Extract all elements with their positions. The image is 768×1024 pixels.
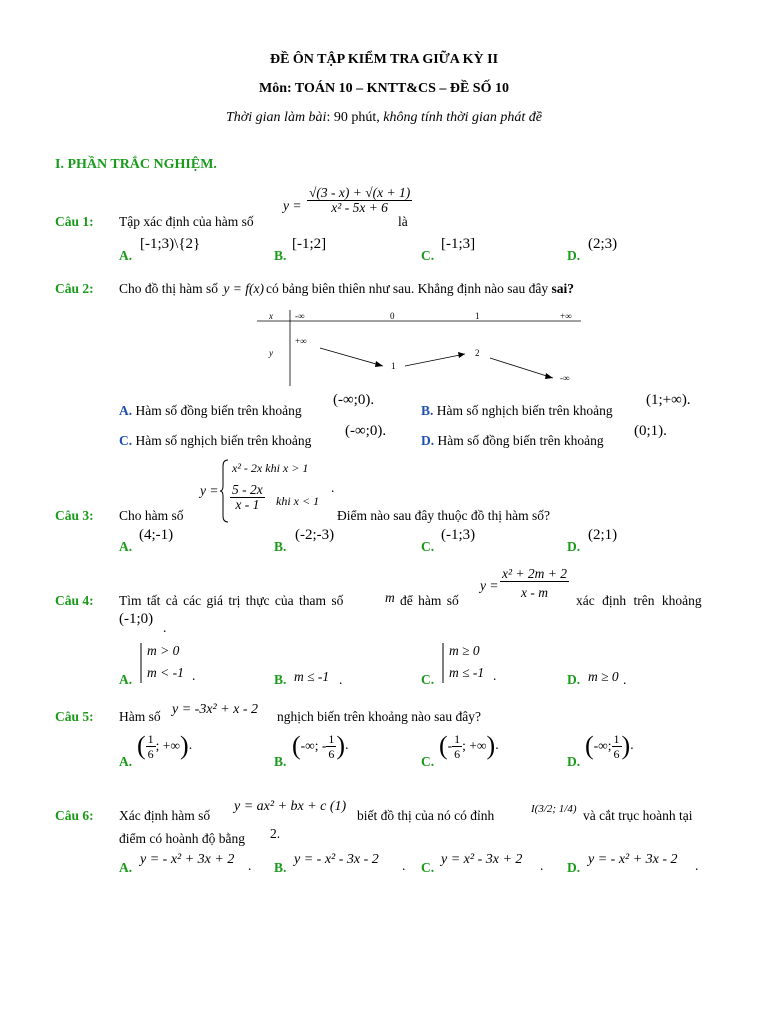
q4-option-b-label[interactable]: B. bbox=[274, 672, 287, 687]
q2-func: y = f(x) bbox=[223, 281, 264, 296]
q1-option-a[interactable]: [-1;3)\{2} bbox=[140, 236, 201, 252]
q4-func-denominator: x - m bbox=[521, 585, 548, 600]
q5-text-b: nghịch biến trên khoảng nào sau đây? bbox=[277, 709, 481, 724]
q1-option-d-label[interactable]: D. bbox=[567, 248, 581, 263]
q1-option-c[interactable]: [-1;3] bbox=[441, 236, 476, 252]
q2-option-b-text: Hàm số nghịch biến trên khoảng bbox=[436, 403, 613, 418]
q4-interval-dot: . bbox=[163, 620, 167, 635]
exam-subject: Môn: TOÁN 10 – KNTT&CS – ĐỀ SỐ 10 bbox=[259, 81, 509, 96]
q5-c-num: 1 bbox=[454, 731, 461, 746]
q3-dot: . bbox=[331, 480, 335, 495]
q6-option-a-label[interactable]: A. bbox=[119, 860, 133, 875]
arrow-down-2 bbox=[490, 358, 553, 378]
q4-option-c-label[interactable]: C. bbox=[421, 672, 435, 687]
table-x-neg-inf: -∞ bbox=[295, 311, 305, 321]
q6-option-d[interactable]: y = - x² + 3x - 2 bbox=[588, 852, 678, 867]
table-y-pos-inf: +∞ bbox=[295, 336, 307, 346]
q3-tail: Điểm nào sau đây thuộc đồ thị hàm số? bbox=[337, 508, 550, 523]
table-y-2: 2 bbox=[475, 348, 480, 358]
q4-option-a-bracket bbox=[139, 641, 145, 685]
q5-func: y = -3x² + x - 2 bbox=[172, 702, 259, 717]
q6-number: Câu 6: bbox=[55, 808, 94, 823]
table-y-1: 1 bbox=[391, 361, 396, 371]
q2-option-c[interactable] bbox=[119, 433, 311, 449]
q6-vertex: I(3/2; 1/4) bbox=[531, 803, 577, 815]
q6-option-b-dot: . bbox=[402, 858, 406, 873]
table-x-label: x bbox=[269, 311, 273, 321]
q2-option-d-text: Hàm số đồng biến trên khoảng bbox=[437, 433, 604, 448]
q3-case2-fraction bbox=[230, 483, 265, 512]
q4-func-numerator: x² + 2m + 2 bbox=[502, 566, 568, 581]
q4-option-c-line2[interactable]: m ≤ -1 bbox=[449, 665, 485, 680]
q4-option-d-label[interactable]: D. bbox=[567, 672, 581, 687]
table-y-neg-inf: -∞ bbox=[560, 373, 570, 383]
q4-lhs: y = bbox=[480, 578, 499, 593]
q5-c-den: 6 bbox=[454, 746, 461, 761]
q4-option-a-line2[interactable]: m < -1 bbox=[147, 665, 184, 680]
q4-option-c-bracket bbox=[441, 641, 447, 685]
q2-option-d-label[interactable]: D. bbox=[421, 433, 435, 448]
q6-text-d: điểm có hoành độ bằng bbox=[119, 831, 245, 846]
time-note: không tính thời gian phát đề bbox=[383, 110, 542, 125]
q4-option-c-line1[interactable]: m ≥ 0 bbox=[449, 643, 480, 658]
q3-option-a[interactable]: (4;-1) bbox=[139, 527, 174, 543]
q1-number: Câu 1: bbox=[55, 214, 94, 229]
q5-d-num: 1 bbox=[613, 731, 620, 746]
q4-text-c: xác định trên khoảng bbox=[576, 593, 702, 608]
q6-option-c[interactable]: y = x² - 3x + 2 bbox=[441, 852, 523, 867]
q3-option-d[interactable]: (2;1) bbox=[588, 527, 618, 543]
q1-tail: là bbox=[398, 214, 408, 229]
q4-interval: (-1;0) bbox=[119, 611, 154, 627]
q4-param: m bbox=[385, 590, 395, 605]
q2-text-b: có bảng biên thiên như sau. Khẳng định nào sau đây bbox=[265, 281, 549, 296]
q1-option-b-label[interactable]: B. bbox=[274, 248, 287, 263]
q3-option-b-label[interactable]: B. bbox=[274, 539, 287, 554]
q6-text-d-val: 2. bbox=[270, 826, 281, 841]
table-x-1: 1 bbox=[475, 311, 480, 321]
q2-option-b-label[interactable]: B. bbox=[421, 403, 434, 418]
q5-b-num: 1 bbox=[328, 731, 335, 746]
q6-option-b-label[interactable]: B. bbox=[274, 860, 287, 875]
table-y-label: y bbox=[269, 348, 273, 358]
table-x-pos-inf: +∞ bbox=[560, 311, 572, 321]
q2-option-c-interval[interactable]: (-∞;0). bbox=[345, 423, 387, 439]
q5-option-b[interactable]: (-∞; - $\frac{1}{6}$ ). bbox=[292, 731, 349, 761]
section-title: I. PHẦN TRẮC NGHIỆM. bbox=[55, 157, 217, 172]
q3-text: Cho hàm số bbox=[119, 508, 184, 523]
q4-text-b: để hàm số bbox=[400, 593, 459, 608]
q2-option-d-interval[interactable]: (0;1). bbox=[634, 423, 667, 439]
q3-case2-cond: khi x < 1 bbox=[276, 494, 320, 508]
q2-text-a: Cho đồ thị hàm số bbox=[119, 281, 219, 296]
q4-option-d-dot: . bbox=[623, 672, 627, 687]
q4-option-d[interactable]: m ≥ 0 bbox=[588, 669, 619, 684]
q4-option-a-dot: . bbox=[192, 668, 196, 683]
q4-option-b[interactable]: m ≤ -1 bbox=[294, 669, 330, 684]
q3-case2-denominator: x - 1 bbox=[235, 497, 260, 512]
q2-option-a-interval[interactable]: (-∞;0). bbox=[333, 392, 375, 408]
q1-text: Tập xác định của hàm số bbox=[119, 214, 254, 229]
q3-number: Câu 3: bbox=[55, 508, 94, 523]
q3-option-c[interactable]: (-1;3) bbox=[441, 527, 476, 543]
q3-option-c-label[interactable]: C. bbox=[421, 539, 435, 554]
q2-option-c-text: Hàm số nghịch biến trên khoảng bbox=[135, 433, 312, 448]
q1-option-b[interactable]: [-1;2] bbox=[292, 236, 327, 252]
q3-brace bbox=[220, 458, 230, 524]
q3-lhs: y = bbox=[200, 483, 219, 498]
q5-a-den: 6 bbox=[147, 746, 154, 761]
q5-number: Câu 5: bbox=[55, 709, 94, 724]
q1-func-numerator: √(3 - x) + √(x + 1) bbox=[309, 185, 411, 200]
q5-option-d-label[interactable]: D. bbox=[567, 754, 581, 769]
q2-option-a-text: Hàm số đồng biến trên khoảng bbox=[135, 403, 302, 418]
q4-func-fraction bbox=[500, 567, 569, 600]
q6-func: y = ax² + bx + c (1) bbox=[234, 799, 347, 814]
q4-text-a: Tìm tất cả các giá trị thực của tham số bbox=[119, 593, 344, 608]
q6-option-b[interactable]: y = - x² - 3x - 2 bbox=[294, 852, 379, 867]
q6-option-a[interactable]: y = - x² + 3x + 2 bbox=[140, 852, 235, 867]
q4-option-a-label[interactable]: A. bbox=[119, 672, 133, 687]
q4-option-a-line1[interactable]: m > 0 bbox=[147, 643, 180, 658]
q4-option-b-dot: . bbox=[339, 672, 343, 687]
q5-option-c-label[interactable]: C. bbox=[421, 754, 435, 769]
q1-option-d[interactable]: (2;3) bbox=[588, 236, 618, 252]
q1-option-a-label[interactable]: A. bbox=[119, 248, 133, 263]
arrow-up bbox=[405, 354, 465, 366]
time-value: : 90 phút, bbox=[326, 110, 384, 125]
q5-d-den: 6 bbox=[613, 746, 620, 761]
q6-text-a: Xác định hàm số bbox=[119, 808, 211, 823]
q2-number: Câu 2: bbox=[55, 281, 94, 296]
q2-text bbox=[119, 281, 574, 297]
q6-option-d-label[interactable]: D. bbox=[567, 860, 581, 875]
q3-option-d-label[interactable]: D. bbox=[567, 539, 581, 554]
q6-option-c-label[interactable]: C. bbox=[421, 860, 435, 875]
q3-option-a-label[interactable]: A. bbox=[119, 539, 133, 554]
q5-option-b-label[interactable]: B. bbox=[274, 754, 287, 769]
q1-option-c-label[interactable]: C. bbox=[421, 248, 435, 263]
variation-table bbox=[255, 306, 585, 388]
q1-func-lhs: y = bbox=[283, 198, 302, 213]
q5-option-a[interactable]: ( $\frac{1}{6}$ ; +∞). bbox=[137, 731, 193, 761]
q5-text-a: Hàm số bbox=[119, 709, 161, 724]
q5-a-num: 1 bbox=[147, 731, 154, 746]
q3-case2-numerator: 5 - 2x bbox=[232, 482, 263, 497]
q6-option-c-dot: . bbox=[540, 858, 544, 873]
exam-time bbox=[0, 110, 768, 126]
q5-option-c[interactable]: (- $\frac{1}{6}$ ; +∞). bbox=[439, 731, 499, 761]
q5-b-den: 6 bbox=[328, 746, 335, 761]
time-label: Thời gian làm bài bbox=[226, 110, 327, 125]
q6-option-a-dot: . bbox=[248, 858, 252, 873]
q2-option-b[interactable] bbox=[421, 403, 613, 419]
q2-option-b-interval[interactable]: (1;+∞). bbox=[646, 392, 691, 408]
q2-text-bold: sai? bbox=[551, 281, 575, 296]
q2-option-a-label[interactable]: A. bbox=[119, 403, 133, 418]
q3-case1: x² - 2x khi x > 1 bbox=[232, 461, 309, 475]
q1-func-fraction bbox=[307, 186, 412, 215]
q6-text-b: biết đồ thị của nó có đỉnh bbox=[357, 808, 495, 823]
q4-option-c-dot: . bbox=[493, 668, 497, 683]
q6-text-c: và cắt trục hoành tại bbox=[583, 808, 693, 823]
q2-option-a[interactable] bbox=[119, 403, 302, 419]
exam-title: ĐỀ ÔN TẬP KIỂM TRA GIỮA KỲ II bbox=[269, 52, 499, 67]
q5-option-a-label[interactable]: A. bbox=[119, 754, 133, 769]
table-x-0: 0 bbox=[390, 311, 395, 321]
q3-option-b[interactable]: (-2;-3) bbox=[295, 527, 335, 543]
q2-option-c-label[interactable]: C. bbox=[119, 433, 133, 448]
q5-option-d[interactable]: (-∞; $\frac{1}{6}$ ). bbox=[585, 731, 634, 761]
q6-option-d-dot: . bbox=[695, 858, 699, 873]
arrow-down-1 bbox=[320, 348, 383, 366]
q1-func-denominator: x² - 5x + 6 bbox=[331, 200, 388, 215]
q2-option-d[interactable] bbox=[421, 433, 604, 449]
q4-number: Câu 4: bbox=[55, 593, 94, 608]
